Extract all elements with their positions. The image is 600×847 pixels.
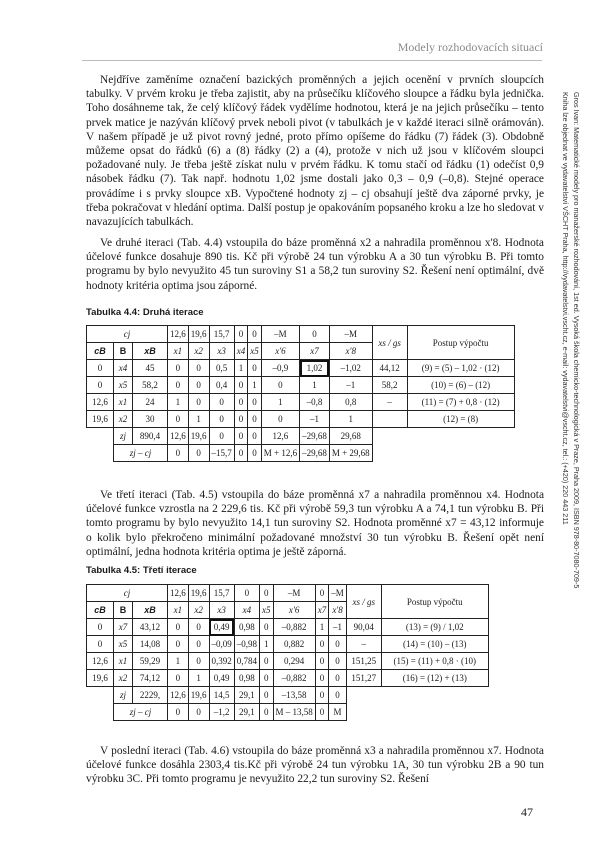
zj-row <box>87 687 489 704</box>
zc-value: 0 <box>248 445 262 462</box>
zc-value: M + 29,68 <box>329 445 372 462</box>
table-cell: 0 <box>188 653 209 670</box>
zj-value: 12,6 <box>168 428 189 445</box>
cj-value: 19,6 <box>188 585 209 602</box>
table-cell: –0,882 <box>273 670 315 687</box>
table-cell: 0 <box>188 360 209 377</box>
table-cell: 0,882 <box>273 636 315 653</box>
variable-header: x5 <box>260 602 274 619</box>
table-cell: 0 <box>315 653 329 670</box>
table2 <box>86 584 489 721</box>
table-cell: x1 <box>114 394 133 411</box>
cj-value: 0 <box>248 326 262 343</box>
table-cell: 0 <box>209 411 234 428</box>
table-cell: x2 <box>114 411 133 428</box>
paragraph-2: Ve druhé iteraci (Tab. 4.4) vstoupila do báze proměnná x2 a nahradila proměnnou x'8. Hodnota účelové funkce dosahuje 890 tis. Kč při výrobě 24 tun výrobku A a 30 tun výrobku B. Při tomto programu by bylo nevyužito 45 tun suroviny S1 a 58,2 tun suroviny S2. Řešení není optimální, dvě hodnoty kritéria optima jsou záporné. <box>86 237 544 292</box>
table-cell: 0 <box>188 394 209 411</box>
zc-value: 0 <box>234 445 248 462</box>
table-cell: 0 <box>329 653 347 670</box>
table-cell: x4 <box>114 360 133 377</box>
ratio-header: xs / gs <box>372 326 407 360</box>
variable-header: x7 <box>315 602 329 619</box>
table-cell: 0 <box>188 619 209 636</box>
table-cell: – <box>372 394 407 411</box>
table-cell: 0 <box>168 411 189 428</box>
table-cell: –0,09 <box>209 636 234 653</box>
running-header: Modely rozhodovacích situací <box>397 40 543 54</box>
table-cell: 151,25 <box>346 653 381 670</box>
xb-header: xB <box>133 602 168 619</box>
zc-value: 0 <box>188 704 209 721</box>
table-cell: 44,12 <box>372 360 407 377</box>
ratio-header: xs / gs <box>346 585 381 619</box>
zc-value: –29,68 <box>300 445 330 462</box>
table-cell: –1 <box>300 411 330 428</box>
table-cell: 0,294 <box>273 653 315 670</box>
table-cell: 0 <box>248 360 262 377</box>
table-cell: (16) = (12) + (13) <box>381 670 488 687</box>
zj-value: 19,6 <box>188 687 209 704</box>
table-cell: 0 <box>248 411 262 428</box>
zj-value: –29,68 <box>300 428 330 445</box>
variable-header: x3 <box>209 602 234 619</box>
table-cell: (14) = (10) – (13) <box>381 636 488 653</box>
table-cell: 0 <box>168 619 189 636</box>
postup-header: Postup výpočtu <box>381 585 488 619</box>
table-cell: 14,08 <box>133 636 168 653</box>
blank-cell <box>87 704 114 721</box>
cj-value: –M <box>273 585 315 602</box>
cj-label: cj <box>87 326 168 343</box>
paragraph-3: Ve třetí iteraci (Tab. 4.5) vstoupila do báze proměnná x7 a nahradila proměnnou x4. Hodnota účelové funkce vzrostla na 2 229,6 tis. Kč při výrobě 59,3 tun výrobku A a 74,1 tun výrobku B. Při tomto programu by bylo nevyužito 14,1 tun suroviny S2. Hodnota proměnné x7 = 43,12 informuje o kolik bylo překročeno minimální požadované množství 30 tun výrobku B. Řešení opět není optimální, jedna hodnota kritéria optima je ještě záporná. <box>86 489 544 558</box>
table-cell: 43,12 <box>133 619 168 636</box>
table-cell: –0,98 <box>234 636 259 653</box>
side-note-line-2: Kniha lze objednat ve vydavatelství VŠCHT Praha, http://vydavatelstvi.vscht.cz, e-mail: vydavatelstvi@vscht.cz, tel.: (+420) 220 443 211 <box>561 92 570 525</box>
zc-row <box>87 445 515 462</box>
table-cell: 0 <box>168 360 189 377</box>
table-cell: x5 <box>114 636 133 653</box>
table-cell: 0,392 <box>209 653 234 670</box>
zc-label: zj – cj <box>114 704 168 721</box>
table-cell: 12,6 <box>87 653 114 670</box>
table-cell: –0,9 <box>261 360 299 377</box>
table-row <box>87 411 515 428</box>
table-cell: 74,12 <box>133 670 168 687</box>
variable-header: x'8 <box>329 602 347 619</box>
table-cell: 0,49 <box>209 619 234 636</box>
table-cell: –1 <box>329 377 372 394</box>
table-cell: 45 <box>133 360 168 377</box>
table-cell: (10) = (6) – (12) <box>407 377 514 394</box>
zc-value: 0 <box>315 704 329 721</box>
zj-value: 0 <box>234 428 248 445</box>
table-cell: 1 <box>188 411 209 428</box>
table-cell: 1 <box>234 360 248 377</box>
table-cell: 58,2 <box>133 377 168 394</box>
cj-value: 15,7 <box>209 326 234 343</box>
zj-value: 29,68 <box>329 428 372 445</box>
table-cell: 1,02 <box>300 360 330 377</box>
table-cell: 1 <box>248 377 262 394</box>
xb-header: xB <box>133 343 168 360</box>
variable-header: x'6 <box>273 602 315 619</box>
table-cell: 0 <box>87 619 114 636</box>
variable-header: x1 <box>168 602 189 619</box>
table-cell <box>372 411 407 428</box>
table-row <box>87 619 489 636</box>
cj-label: cj <box>87 585 168 602</box>
variable-header: x1 <box>168 343 189 360</box>
table1-caption: Tabulka 4.4: Druhá iterace <box>86 307 204 318</box>
paragraph-1: Nejdříve zaměníme označení bazických proměnných a jejich ocenění v prvních sloupcích tabulky. V prvém kroku je třeba zajistit, aby na průsečíku klíčového sloupce a řádku byla jednička. Toho dosáhneme tak, že celý klíčový řádek vydělíme hodnotou, která je na jejich průsečíku – tento prvek matice je nazýván klíčový prvek neboli pivot (v tabulkách je v každé iteraci silně orámován). V našem případě je už pivot rovný jedné, proto přímo opíšeme do řádku (7) řádek (3). Obdobně můžeme opsat do řádků (6) a (8) řádky (2) a (4), protože v nich už jsou v klíčovém sloupci požadované nuly. Je třeba ještě získat nulu v prvém řádku. K tomu stačí od řádku (1) odečíst 0,9 násobek řádku (7). Tak např. hodnotu 1,02 jsme dostali jako 0,3 – 0,9 (–0,8). Stejné operace provádíme i s prvky sloupce xB. Vypočtené hodnoty zj – cj obsahují ještě dva záporné prvky, je třeba pokračovat v hledání optima. Další postup je opakováním popsaného kroku a lze ho sledovat v navazujících tabulkách. <box>86 74 544 229</box>
table-cell: 1 <box>168 653 189 670</box>
zc-value: M – 13,58 <box>273 704 315 721</box>
variable-header: x7 <box>300 343 330 360</box>
cj-value: 15,7 <box>209 585 234 602</box>
table-cell: 151,27 <box>346 670 381 687</box>
table-cell: –1 <box>329 619 347 636</box>
zj-value: 12,6 <box>261 428 299 445</box>
table-row <box>87 360 515 377</box>
zc-value: 0 <box>168 704 189 721</box>
table-cell: 0 <box>188 636 209 653</box>
table-row <box>87 653 489 670</box>
side-note-text <box>560 92 582 588</box>
zc-value: M <box>329 704 347 721</box>
table-cell: 0,4 <box>209 377 234 394</box>
zc-value: –15,7 <box>209 445 234 462</box>
blank-cell <box>87 687 114 704</box>
table-cell: 12,6 <box>87 394 114 411</box>
table-cell: 0 <box>168 636 189 653</box>
cj-value: 12,6 <box>168 326 189 343</box>
header-row-cj <box>87 585 489 602</box>
zj-value: 14,5 <box>209 687 234 704</box>
table-cell: 90,04 <box>346 619 381 636</box>
page-number: 47 <box>521 805 533 819</box>
table-cell: 0 <box>209 394 234 411</box>
side-note <box>548 92 582 602</box>
zj-value: 0 <box>209 428 234 445</box>
postup-header: Postup výpočtu <box>407 326 514 360</box>
table-cell: 0 <box>329 636 347 653</box>
table-cell: (13) = (9) / 1,02 <box>381 619 488 636</box>
table-cell: 1 <box>329 411 372 428</box>
table-cell: 0 <box>260 670 274 687</box>
table-cell: 0 <box>168 377 189 394</box>
cj-value: 0 <box>315 585 329 602</box>
zc-value: –1,2 <box>209 704 234 721</box>
table-cell: 0 <box>188 377 209 394</box>
cj-value: 0 <box>260 585 274 602</box>
zc-row <box>87 704 489 721</box>
table-cell: 0 <box>329 670 347 687</box>
table-cell: – <box>346 636 381 653</box>
zc-value: M + 12,6 <box>261 445 299 462</box>
table-cell: 0 <box>87 377 114 394</box>
zj-value: 0 <box>248 428 262 445</box>
table-row <box>87 394 515 411</box>
table-cell: (12) = (8) <box>407 411 514 428</box>
table-cell: (9) = (5) – 1,02 · (12) <box>407 360 514 377</box>
table-cell: (11) = (7) + 0,8 · (12) <box>407 394 514 411</box>
cj-value: 0 <box>234 326 248 343</box>
zc-value: 0 <box>188 445 209 462</box>
table-cell: 19,6 <box>87 670 114 687</box>
variable-header: x2 <box>188 343 209 360</box>
cb-header: cB <box>87 602 114 619</box>
table-cell: 0 <box>315 670 329 687</box>
zj-value: 2229, <box>133 687 168 704</box>
table-cell: x2 <box>114 670 133 687</box>
zj-value: 0 <box>329 687 347 704</box>
cj-value: 19,6 <box>188 326 209 343</box>
basis-header: B <box>114 602 133 619</box>
zj-value: 890,4 <box>133 428 168 445</box>
header-row-cj <box>87 326 515 343</box>
cj-value: –M <box>329 326 372 343</box>
variable-header: x5 <box>248 343 262 360</box>
zj-value: 12,6 <box>168 687 189 704</box>
table-cell: x1 <box>114 653 133 670</box>
table-cell: –0,8 <box>300 394 330 411</box>
table2-caption: Tabulka 4.5: Třetí iterace <box>86 565 197 576</box>
table-cell: 0 <box>87 636 114 653</box>
table-cell: –1,02 <box>329 360 372 377</box>
table-cell: 0 <box>261 377 299 394</box>
side-note-line-1: Gros Ivan: Matematické modely pro manažerské rozhodování, 1st ed. Vysoká škola chemicko-technologická v Praze, Praha 2009, ISBN 978-80-7080-709-5 <box>572 92 581 589</box>
table-cell: 1 <box>260 636 274 653</box>
table-cell: 0 <box>234 411 248 428</box>
table-cell: 1 <box>188 670 209 687</box>
zj-value: 0 <box>260 687 274 704</box>
zj-label: zj <box>114 428 133 445</box>
cj-value: 0 <box>234 585 259 602</box>
table-cell: 0 <box>168 670 189 687</box>
blank-cell <box>87 428 114 445</box>
table-cell: 58,2 <box>372 377 407 394</box>
table-cell: 0,5 <box>209 360 234 377</box>
variable-header: x3 <box>209 343 234 360</box>
header-rule <box>82 60 542 61</box>
table-cell: 0,8 <box>329 394 372 411</box>
table-cell: 1 <box>168 394 189 411</box>
table-cell: x5 <box>114 377 133 394</box>
table-cell: 19,6 <box>87 411 114 428</box>
table-cell: x7 <box>114 619 133 636</box>
zc-value: 0 <box>260 704 274 721</box>
table-cell: 0 <box>261 411 299 428</box>
table-cell: 0 <box>260 619 274 636</box>
cj-value: –M <box>329 585 347 602</box>
variable-header: x4 <box>234 602 259 619</box>
zj-row <box>87 428 515 445</box>
zj-value: –13,58 <box>273 687 315 704</box>
table-cell: 0,98 <box>234 670 259 687</box>
table-cell: 0 <box>260 653 274 670</box>
table-cell: 0 <box>248 394 262 411</box>
cj-value: 12,6 <box>168 585 189 602</box>
table-cell: 24 <box>133 394 168 411</box>
table-cell: 1 <box>261 394 299 411</box>
table-cell: 1 <box>315 619 329 636</box>
table-cell: (15) = (11) + 0,8 · (10) <box>381 653 488 670</box>
zc-value: 29,1 <box>234 704 259 721</box>
table-cell: 30 <box>133 411 168 428</box>
table-row <box>87 670 489 687</box>
zj-value: 0 <box>315 687 329 704</box>
table-cell: 0 <box>87 360 114 377</box>
table-cell: 0 <box>234 394 248 411</box>
table-cell: –0,882 <box>273 619 315 636</box>
variable-header: x4 <box>234 343 248 360</box>
table1 <box>86 325 515 462</box>
table-cell: 1 <box>300 377 330 394</box>
table-cell: 0 <box>234 377 248 394</box>
zj-label: zj <box>114 687 133 704</box>
cb-header: cB <box>87 343 114 360</box>
cj-value: –M <box>261 326 299 343</box>
zj-value: 19,6 <box>188 428 209 445</box>
table-cell: 0,49 <box>209 670 234 687</box>
basis-header: B <box>114 343 133 360</box>
zc-label: zj – cj <box>114 445 168 462</box>
table-cell: 0,98 <box>234 619 259 636</box>
table-cell: 0,784 <box>234 653 259 670</box>
variable-header: x'6 <box>261 343 299 360</box>
variable-header: x'8 <box>329 343 372 360</box>
zc-value: 0 <box>168 445 189 462</box>
table-cell: 59,29 <box>133 653 168 670</box>
table-cell: 0 <box>315 636 329 653</box>
cj-value: 0 <box>300 326 330 343</box>
blank-cell <box>87 445 114 462</box>
table-row <box>87 636 489 653</box>
zj-value: 29,1 <box>234 687 259 704</box>
table-row <box>87 377 515 394</box>
variable-header: x2 <box>188 602 209 619</box>
paragraph-4: V poslední iteraci (Tab. 4.6) vstoupila do báze proměnná x3 a nahradila proměnnou x7. Hodnota účelové funkce dosáhla 2303,4 tis.Kč při výrobě 24 tun výrobku 1A, 30 tun výrobku 2B a 90 tun výrobku 3C. Při tomto programu je nevyužito 22,2 tun suroviny S2. Řešení <box>86 745 544 786</box>
